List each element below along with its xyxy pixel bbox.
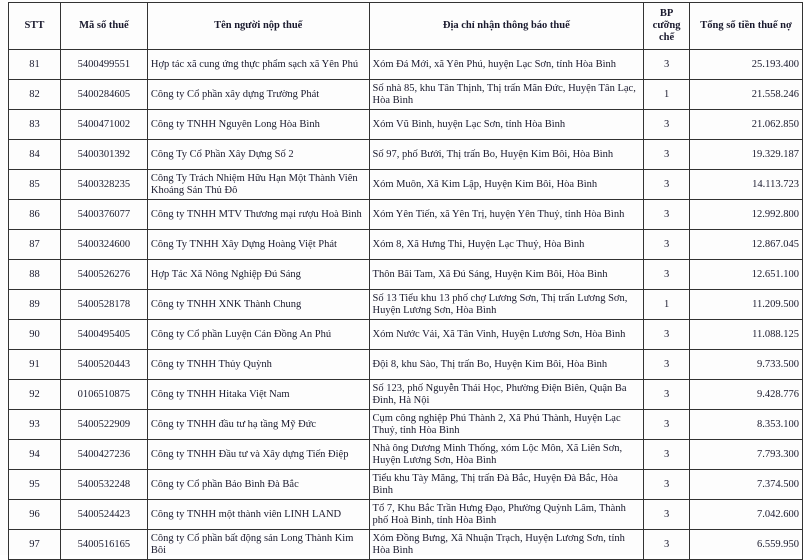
cell-address: Tổ 7, Khu Bắc Trần Hưng Đạo, Phường Quỳnh Lâm, Thành phố Hoà Bình, tỉnh Hòa Bình [369, 500, 644, 530]
cell-taxpayer-name: Công ty Cổ phần Luyện Cán Đồng An Phú [147, 320, 369, 350]
cell-stt: 89 [9, 290, 61, 320]
cell-address: Nhà ông Dương Minh Thống, xóm Lộc Môn, Xã Liên Sơn, Huyện Lương Sơn, Hòa Bình [369, 440, 644, 470]
cell-address: Xóm Vũ Bình, huyện Lạc Sơn, tỉnh Hòa Bình [369, 110, 644, 140]
cell-address: Cụm công nghiệp Phú Thành 2, Xã Phú Thành, Huyện Lạc Thuỷ, tỉnh Hòa Bình [369, 410, 644, 440]
table-row [9, 290, 803, 320]
cell-stt: 84 [9, 140, 61, 170]
cell-total-debt: 7.374.500 [690, 470, 803, 500]
cell-enforcement-measure: 3 [644, 410, 690, 440]
cell-taxpayer-name: Công Ty Trách Nhiệm Hữu Hạn Một Thành Viên Khoáng Sản Thủ Đô [147, 170, 369, 200]
cell-stt: 86 [9, 200, 61, 230]
table-row [9, 110, 803, 140]
cell-stt: 96 [9, 500, 61, 530]
cell-address: Xóm 8, Xã Hưng Thi, Huyện Lạc Thuỷ, Hòa Bình [369, 230, 644, 260]
header-taxpayer-name: Tên người nộp thuế [147, 3, 369, 50]
cell-address: Đội 8, khu Sào, Thị trấn Bo, Huyện Kim Bôi, Hòa Bình [369, 350, 644, 380]
table-row [9, 170, 803, 200]
cell-taxpayer-name: Công ty TNHH Đầu tư và Xây dựng Tiến Điệp [147, 440, 369, 470]
cell-enforcement-measure: 3 [644, 50, 690, 80]
cell-taxpayer-name: Công ty Cổ phần Bảo Bình Đà Bắc [147, 470, 369, 500]
cell-stt: 92 [9, 380, 61, 410]
cell-total-debt: 9.428.776 [690, 380, 803, 410]
cell-tax-code: 5400284605 [60, 80, 147, 110]
cell-enforcement-measure: 3 [644, 230, 690, 260]
cell-total-debt: 11.088.125 [690, 320, 803, 350]
cell-total-debt: 12.867.045 [690, 230, 803, 260]
cell-enforcement-measure: 3 [644, 260, 690, 290]
cell-tax-code: 5400526276 [60, 260, 147, 290]
cell-total-debt: 12.992.800 [690, 200, 803, 230]
cell-tax-code: 5400427236 [60, 440, 147, 470]
cell-enforcement-measure: 3 [644, 530, 690, 560]
cell-tax-code: 5400301392 [60, 140, 147, 170]
cell-address: Số nhà 85, khu Tân Thịnh, Thị trấn Mãn Đức, Huyện Tân Lạc, Hòa Bình [369, 80, 644, 110]
cell-address: Xóm Nước Vải, Xã Tân Vinh, Huyện Lương Sơn, Hòa Bình [369, 320, 644, 350]
cell-stt: 94 [9, 440, 61, 470]
cell-total-debt: 25.193.400 [690, 50, 803, 80]
cell-address: Xóm Muôn, Xã Kim Lập, Huyện Kim Bôi, Hòa Bình [369, 170, 644, 200]
cell-tax-code: 5400495405 [60, 320, 147, 350]
cell-address: Số 97, phố Bưởi, Thị trấn Bo, Huyện Kim Bôi, Hòa Bình [369, 140, 644, 170]
cell-tax-code: 5400499551 [60, 50, 147, 80]
header-address: Địa chỉ nhận thông báo thuế [369, 3, 644, 50]
table-row [9, 230, 803, 260]
header-tax-code: Mã số thuế [60, 3, 147, 50]
tax-debt-table [8, 2, 803, 560]
table-row [9, 380, 803, 410]
table-row [9, 80, 803, 110]
cell-taxpayer-name: Công Ty Cổ Phần Xây Dựng Số 2 [147, 140, 369, 170]
table-row [9, 500, 803, 530]
cell-enforcement-measure: 1 [644, 290, 690, 320]
cell-taxpayer-name: Công ty TNHH Nguyên Long Hòa Bình [147, 110, 369, 140]
cell-taxpayer-name: Công ty TNHH Thủy Quỳnh [147, 350, 369, 380]
cell-taxpayer-name: Công ty TNHH MTV Thương mại rượu Hoà Bình [147, 200, 369, 230]
cell-stt: 93 [9, 410, 61, 440]
table-body [9, 50, 803, 560]
cell-tax-code: 5400522909 [60, 410, 147, 440]
table-header-row [9, 3, 803, 50]
cell-total-debt: 9.733.500 [690, 350, 803, 380]
cell-stt: 91 [9, 350, 61, 380]
cell-stt: 87 [9, 230, 61, 260]
cell-enforcement-measure: 3 [644, 500, 690, 530]
cell-address: Xóm Đá Mới, xã Yên Phú, huyện Lạc Sơn, tỉnh Hòa Bình [369, 50, 644, 80]
cell-address: Số 123, phố Nguyễn Thái Học, Phường Điện Biên, Quận Ba Đình, Hà Nội [369, 380, 644, 410]
cell-tax-code: 5400528178 [60, 290, 147, 320]
cell-enforcement-measure: 3 [644, 320, 690, 350]
cell-total-debt: 8.353.100 [690, 410, 803, 440]
cell-stt: 90 [9, 320, 61, 350]
cell-address: Số 13 Tiểu khu 13 phố chợ Lương Sơn, Thị trấn Lương Sơn, Huyện Lương Sơn, Hòa Bình [369, 290, 644, 320]
cell-stt: 82 [9, 80, 61, 110]
cell-taxpayer-name: Hợp tác xã cung ứng thực phẩm sạch xã Yên Phú [147, 50, 369, 80]
cell-tax-code: 5400376077 [60, 200, 147, 230]
table-row [9, 440, 803, 470]
cell-enforcement-measure: 3 [644, 110, 690, 140]
cell-taxpayer-name: Công ty TNHH Hitaka Việt Nam [147, 380, 369, 410]
table-row [9, 200, 803, 230]
table-row [9, 410, 803, 440]
cell-taxpayer-name: Công ty Cổ phần xây dựng Trường Phát [147, 80, 369, 110]
cell-stt: 83 [9, 110, 61, 140]
cell-taxpayer-name: Hợp Tác Xã Nông Nghiệp Đú Sáng [147, 260, 369, 290]
cell-total-debt: 7.793.300 [690, 440, 803, 470]
cell-tax-code: 5400520443 [60, 350, 147, 380]
cell-tax-code: 0106510875 [60, 380, 147, 410]
cell-enforcement-measure: 3 [644, 140, 690, 170]
cell-enforcement-measure: 3 [644, 170, 690, 200]
cell-total-debt: 11.209.500 [690, 290, 803, 320]
cell-taxpayer-name: Công ty TNHH một thành viên LINH LAND [147, 500, 369, 530]
cell-address: Xóm Đồng Bưng, Xã Nhuận Trạch, Huyện Lương Sơn, tỉnh Hòa Bình [369, 530, 644, 560]
cell-total-debt: 19.329.187 [690, 140, 803, 170]
cell-tax-code: 5400324600 [60, 230, 147, 260]
table-row [9, 260, 803, 290]
cell-stt: 85 [9, 170, 61, 200]
cell-total-debt: 12.651.100 [690, 260, 803, 290]
table-row [9, 50, 803, 80]
cell-stt: 81 [9, 50, 61, 80]
cell-stt: 95 [9, 470, 61, 500]
cell-enforcement-measure: 3 [644, 440, 690, 470]
header-total-debt: Tổng số tiền thuế nợ [690, 3, 803, 50]
header-stt: STT [9, 3, 61, 50]
cell-total-debt: 7.042.600 [690, 500, 803, 530]
cell-total-debt: 6.559.950 [690, 530, 803, 560]
cell-stt: 97 [9, 530, 61, 560]
cell-taxpayer-name: Công Ty TNHH Xây Dựng Hoàng Việt Phát [147, 230, 369, 260]
cell-enforcement-measure: 3 [644, 200, 690, 230]
cell-tax-code: 5400471002 [60, 110, 147, 140]
table-row [9, 320, 803, 350]
cell-tax-code: 5400516165 [60, 530, 147, 560]
cell-taxpayer-name: Công ty Cổ phần bất động sản Long Thành Kim Bôi [147, 530, 369, 560]
cell-address: Xóm Yên Tiến, xã Yên Trị, huyện Yên Thuỷ, tỉnh Hòa Bình [369, 200, 644, 230]
cell-tax-code: 5400524423 [60, 500, 147, 530]
table-row [9, 350, 803, 380]
cell-enforcement-measure: 3 [644, 350, 690, 380]
cell-total-debt: 21.062.850 [690, 110, 803, 140]
cell-tax-code: 5400328235 [60, 170, 147, 200]
cell-enforcement-measure: 3 [644, 380, 690, 410]
table-row [9, 530, 803, 560]
cell-tax-code: 5400532248 [60, 470, 147, 500]
table-row [9, 470, 803, 500]
cell-total-debt: 14.113.723 [690, 170, 803, 200]
cell-address: Thôn Bãi Tam, Xã Đú Sáng, Huyện Kim Bôi, Hòa Bình [369, 260, 644, 290]
header-enforcement-measure: BP cưỡng chế [644, 3, 690, 50]
table-row [9, 140, 803, 170]
cell-total-debt: 21.558.246 [690, 80, 803, 110]
cell-taxpayer-name: Công ty TNHH đầu tư hạ tầng Mỹ Đức [147, 410, 369, 440]
cell-address: Tiểu khu Tày Măng, Thị trấn Đà Bắc, Huyện Đà Bắc, Hòa Bình [369, 470, 644, 500]
cell-enforcement-measure: 1 [644, 80, 690, 110]
cell-enforcement-measure: 3 [644, 470, 690, 500]
cell-taxpayer-name: Công ty TNHH XNK Thành Chung [147, 290, 369, 320]
cell-stt: 88 [9, 260, 61, 290]
